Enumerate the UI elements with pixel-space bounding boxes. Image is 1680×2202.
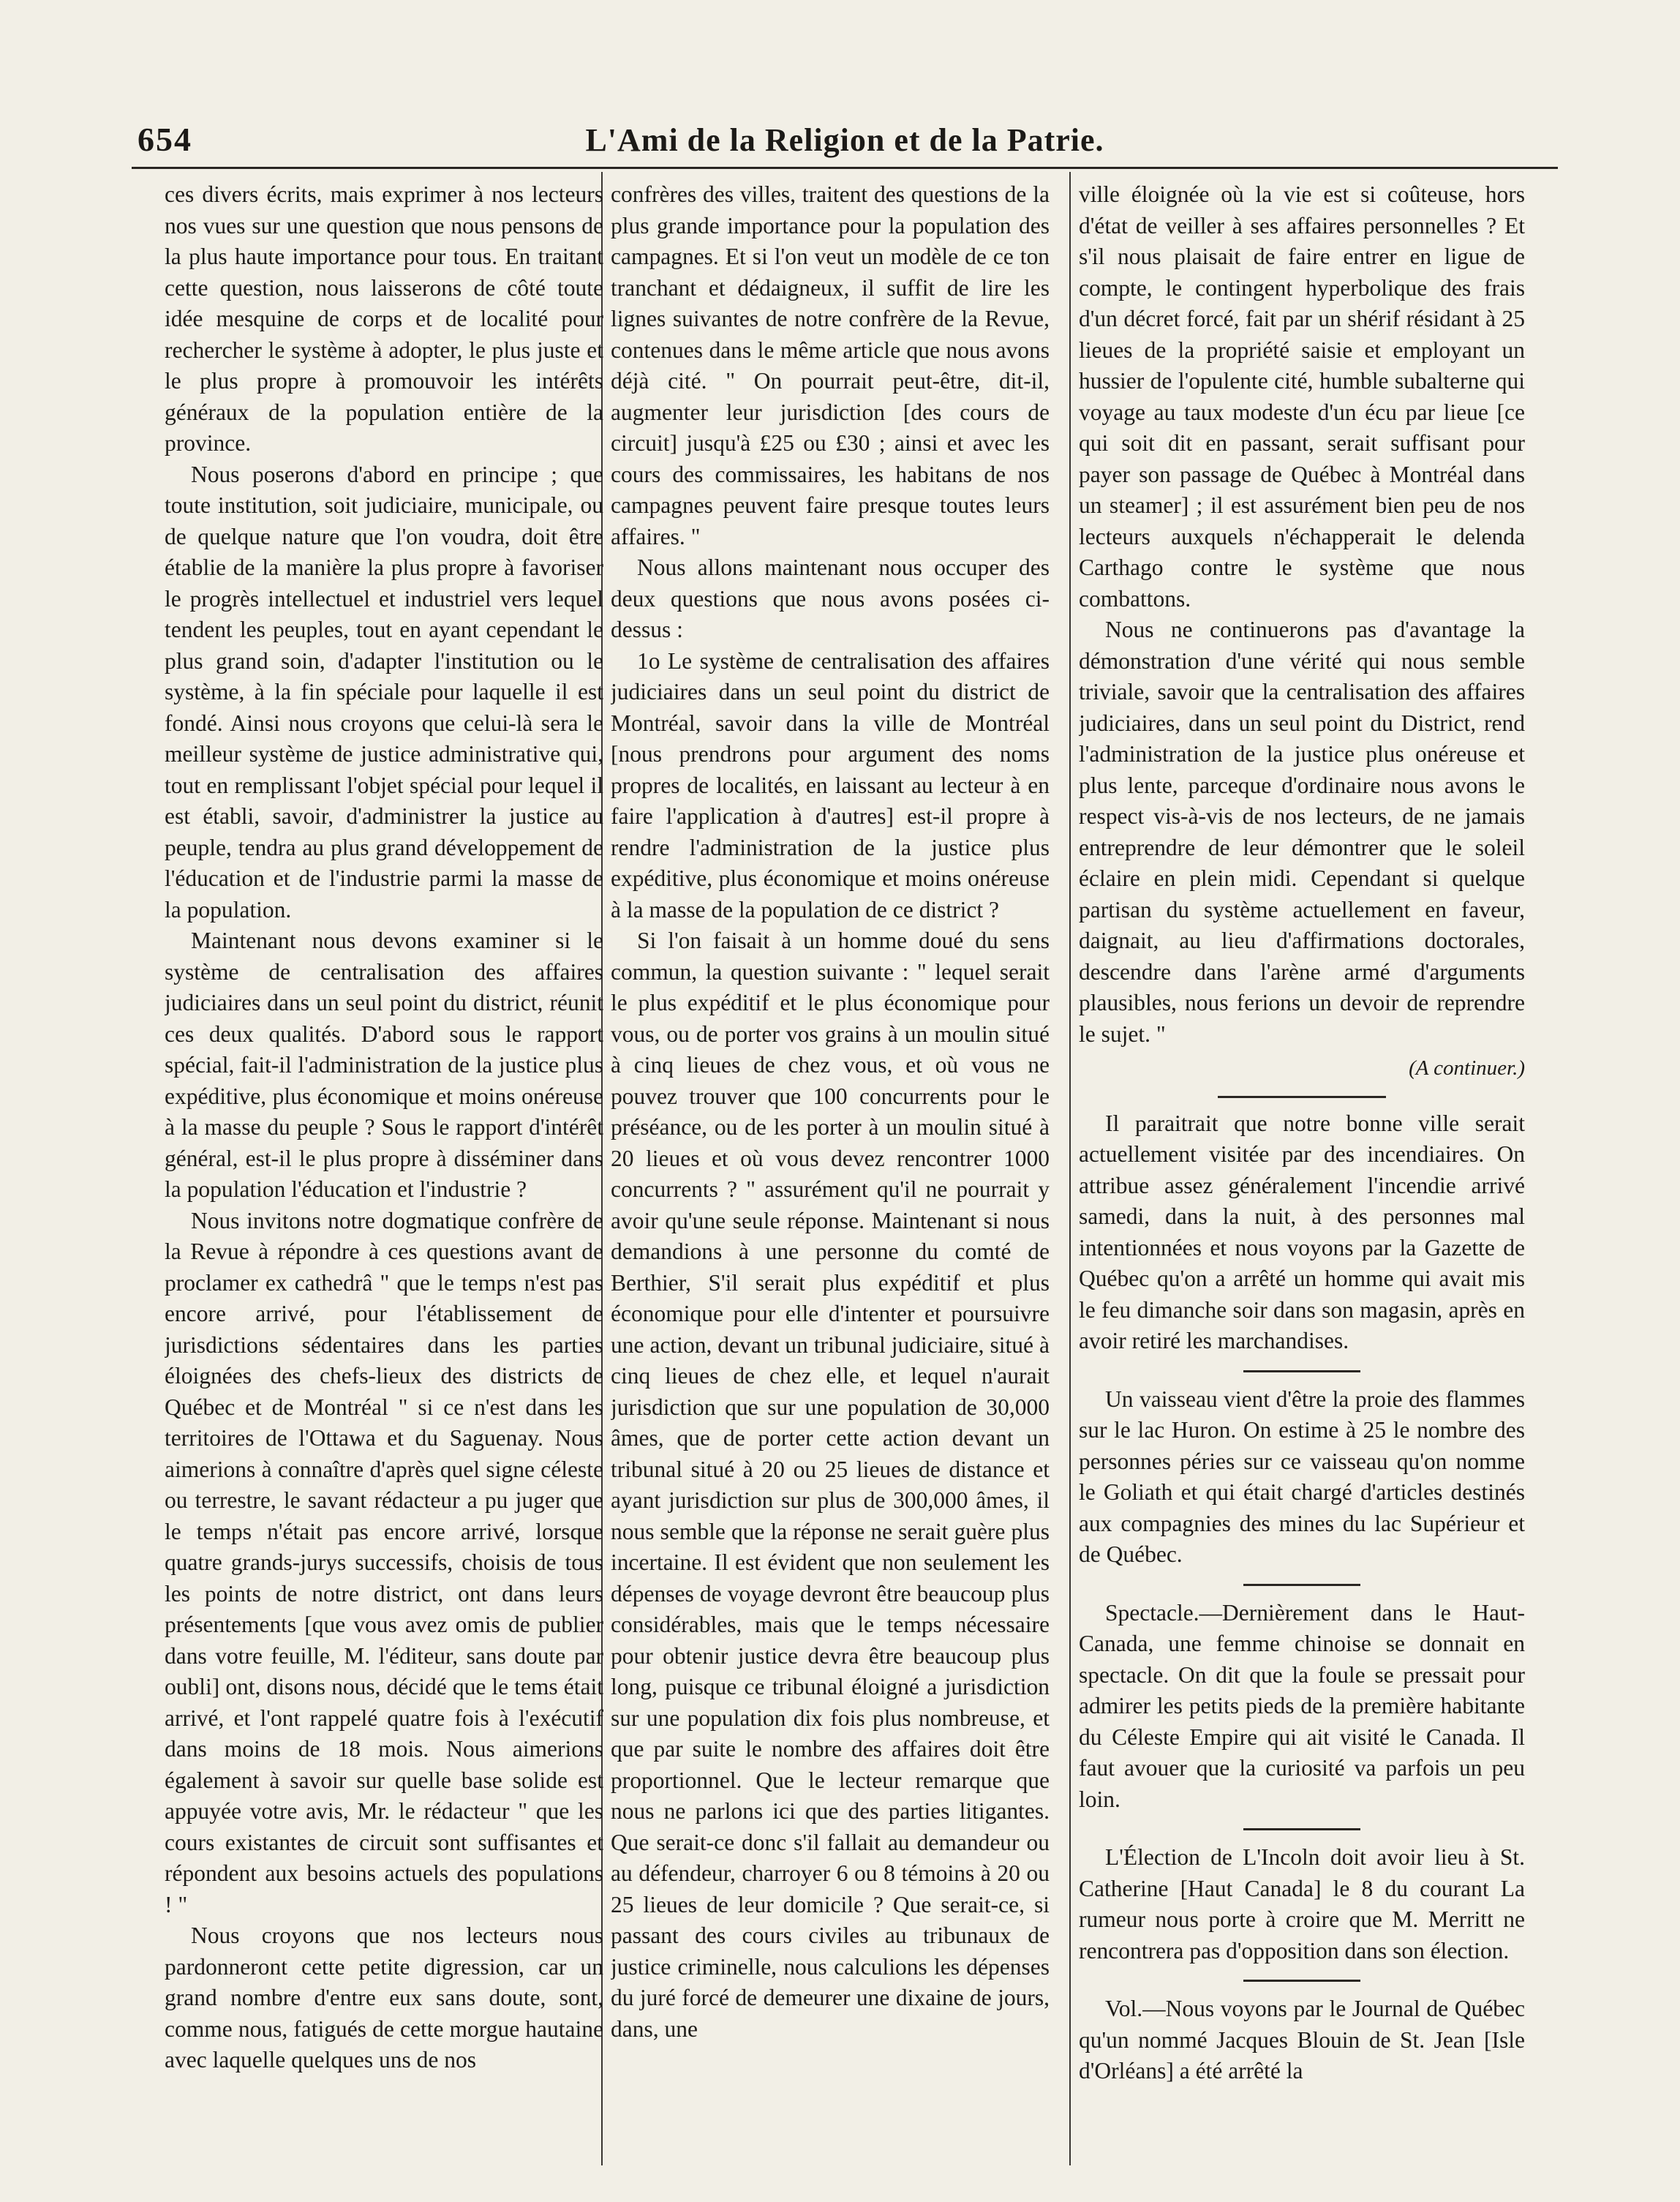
running-title: L'Ami de la Religion et de la Patrie.: [585, 122, 1104, 158]
paragraph: Nous poserons d'abord en principe ; que toute institution, soit judiciaire, municipale, ou de quelque nature que l'on voudra, doit être établie de la manière la plus propre à favoriser le progrès intellectuel et industriel vers lequel tendent les peuples, tout en ayant cependant le plus grand soin, d'adapter l'institution ou le système, à la fin spéciale pour laquelle il est fondé. Ainsi nous croyons que celui-là sera le meilleur système de justice administrative qui, tout en remplissant l'objet spécial pour lequel il est établi, savoir, d'administrer la justice au peuple, tendra au plus grand développement de l'éducation et de l'industrie parmi la masse de la population.: [165, 461, 603, 922]
section-divider: [1243, 1980, 1360, 1982]
news-item: Il paraitrait que notre bonne ville serait actuellement visitée par des incendiaires. On attribue assez généralement l'incendie arrivé samedi, dans la nuit, à des personnes mal intentionnées et nous voyons par la Gazette de Québec qu'on a arrêté un homme qui avait mis le feu dimanche soir dans son magasin, après en avoir retiré les marchandises.: [1079, 1110, 1525, 1353]
paragraph: 1o Le système de centralisation des affaires judiciaires dans un seul point du district de Montréal, savoir dans la ville de Montréal [nous prendrons pour argument des noms propres de localités, en laissant au lecteur à en faire l'application à d'autres] est-il propre à rendre l'administration de la justice plus expéditive, plus économique et moins onéreuse à la masse de la population de ce district ?: [611, 647, 1050, 922]
column-3: [1079, 179, 1525, 2169]
page-header: [132, 110, 1558, 168]
section-divider: [1243, 1584, 1360, 1586]
paragraph: Nous croyons que nos lecteurs nous pardonneront cette petite digression, car un grand nombre d'entre eux sans doute, sont, comme nous, fatigués de cette morgue hautaine avec laquelle quelques uns de nos: [165, 1923, 603, 2073]
paragraph: confrères des villes, traitent des questions de la plus grande importance pour la population des campagnes. Et si l'on veut un modèle de ce ton tranchant et dédaigneux, il suffit de lire les lignes suivantes de notre confrère de la Revue, contenues dans le même article que nous avons déjà cité. " On pourrait peut-être, dit-il, augmenter leur jurisdiction [des cours de circuit] jusqu'à £25 ou £30 ; ainsi et avec les cours des commissaires, les habitans de nos campagnes peuvent faire presque toutes leurs affaires. ": [611, 181, 1050, 549]
section-divider: [1218, 1096, 1386, 1098]
column-1: [165, 179, 603, 2169]
paragraph: Si l'on faisait à un homme doué du sens commun, la question suivante : " lequel serait le plus expéditif et le plus économique pour vous, ou de porter vos grains à un moulin situé à cinq lieues de chez vous, et où vous ne pouvez trouver que 100 concurrents pour le préséance, ou de les porter à un moulin situé à 20 lieues et où vous devez rencontrer 1000 concurrents ? " assurément qu'il ne pourrait y avoir qu'une seule réponse. Maintenant si nous demandions à une personne du comté de Berthier, S'il serait plus expéditif et plus économique pour elle d'intenter et poursuivre une action, devant un tribunal judiciaire, situé à cinq lieues de chez elle, et lequel n'aurait jurisdiction que sur une population de 30,000 âmes, que de porter cette action devant un tribunal situé à 20 ou 25 lieues de distance et ayant jurisdiction sur plus de 300,000 âmes, il nous semble que la réponse ne serait guère plus incertaine. Il est évident que non seulement les dépenses de voyage devront être beaucoup plus considérables, mais que le temps nécessaire pour obtenir justice devra être beaucoup plus long, puisque ce tribunal éloigné a jurisdiction sur une population dix fois plus nombreuse, et que par suite le nombre des affaires doit être proportionnel. Que le lecteur remarque que nous ne parlons ici que des parties litigantes. Que serait-ce donc s'il fallait au demandeur ou au défendeur, charroyer 6 ou 8 témoins à 20 ou 25 lieues de leur domicile ? Que serait-ce, si passant des cours civiles au tribunaux de justice criminelle, nous calculions les dépenses du juré forcé de demeurer une dixaine de jours, dans, une: [611, 928, 1050, 2042]
page-number: 654: [138, 121, 192, 158]
news-item: Vol.—Nous voyons par le Journal de Québec qu'un nommé Jacques Blouin de St. Jean [Isle d'Orléans] a été arrêté la: [1079, 1996, 1525, 2083]
news-item: L'Élection de L'Incoln doit avoir lieu à St. Catherine [Haut Canada] le 8 du courant La rumeur nous porte à croire que M. Merritt ne rencontrera pas d'opposition dans son élection.: [1079, 1844, 1525, 1964]
column-2: [611, 179, 1050, 2169]
paragraph: Nous invitons notre dogmatique confrère de la Revue à répondre à ces questions avant de proclamer ex cathedrâ " que le temps n'est pas encore arrivé, pour l'établissement de jurisdictions sédentaires dans les parties éloignées des chefs-lieux des districts de Québec et de Montréal " si ce n'est dans les territoires de l'Ottawa et du Saguenay. Nous aimerions à connaître d'après quel signe céleste ou terrestre, le savant rédacteur a pu juger que le temps n'était pas encore arrivé, lorsque quatre grands-jurys successifs, choisis de tous les points de notre district, ont dans leurs présentements [que vous avez omis de publier dans votre feuille, M. l'éditeur, sans doute par oubli] ont, disons nous, décidé que le tems était arrivé, et l'ont rappelé quatre fois à l'exécutif dans moins de 18 mois. Nous aimerions également à savoir sur quelle base solide est appuyée votre avis, Mr. le rédacteur " que les cours existantes de circuit sont suffisantes et répondent aux besoins actuels des populations ! ": [165, 1207, 603, 1917]
paragraph: Nous ne continuerons pas d'avantage la démonstration d'une vérité qui nous semble triviale, savoir que la centralisation des affaires judiciaires, dans un seul point du District, rend l'administration de la justice plus onéreuse et plus lente, parceque d'ordinaire nous avons le respect vis-à-vis de nos lecteurs, de ne jamais entreprendre de leur démontrer que le soleil éclaire en plein midi. Cependant si quelque partisan du système actuellement en faveur, daignait, au lieu d'affirmations doctorales, descendre dans l'arène armé d'arguments plausibles, nous ferions un devoir de reprendre le sujet. ": [1079, 617, 1525, 1047]
section-divider: [1243, 1370, 1360, 1372]
paragraph: ces divers écrits, mais exprimer à nos lecteurs nos vues sur une question que nous pensons de la plus haute importance pour tous. En traitant cette question, nous laisserons de côté toute idée mesquine de corps et de localité pour rechercher le système à adopter, le plus juste et le plus propre à promouvoir les intérêts généraux de la population entière de la province.: [165, 181, 603, 456]
paragraph: Nous allons maintenant nous occuper des deux questions que nous avons posées ci-dessus :: [611, 555, 1050, 642]
paragraph: ville éloignée où la vie est si coûteuse, hors d'état de veiller à ses affaires personnelles ? Et s'il nous plaisait de faire entrer en ligue de compte, le contingent hyperbolique des frais d'un décret forcé, fait par un shérif résidant à 25 lieues de la propriété saisie et employant un hussier de l'opulente cité, humble subalterne qui voyage au taux modeste d'un écu par lieue [ce qui soit dit en passant, serait suffisant pour payer son passage de Québec à Montréal dans un steamer] ; il est assurément bien peu de nos lecteurs auxquels n'échapperait le delenda Carthago contre le système que nous combattons.: [1079, 181, 1525, 612]
news-item: Un vaisseau vient d'être la proie des flammes sur le lac Huron. On estime à 25 le nombre des personnes péries sur ce vaisseau qu'on nomme le Goliath et qui était chargé d'articles destinés aux compagnies des mines du lac Supérieur et de Québec.: [1079, 1386, 1525, 1567]
paragraph: Maintenant nous devons examiner si le système de centralisation des affaires judiciaires dans un seul point du district, réunit ces deux qualités. D'abord sous le rapport spécial, fait-il l'administration de la justice plus expéditive, plus économique et moins onéreuse à la masse du peuple ? Sous le rapport d'intérêt général, est-il le plus propre à disséminer dans la population l'éducation et l'industrie ?: [165, 928, 603, 1202]
column-rule: [1069, 172, 1071, 2165]
header-rule: [132, 167, 1558, 169]
section-divider: [1243, 1828, 1360, 1830]
continued-note: (A continuer.): [1409, 1056, 1525, 1080]
news-item: Spectacle.—Dernièrement dans le Haut-Canada, une femme chinoise se donnait en spectacle. On dit que la foule se pressait pour admirer les petits pieds de la première habitante du Céleste Empire qui ait visité le Canada. Il faut avouer que la curiosité va parfois un peu loin.: [1079, 1599, 1525, 1812]
